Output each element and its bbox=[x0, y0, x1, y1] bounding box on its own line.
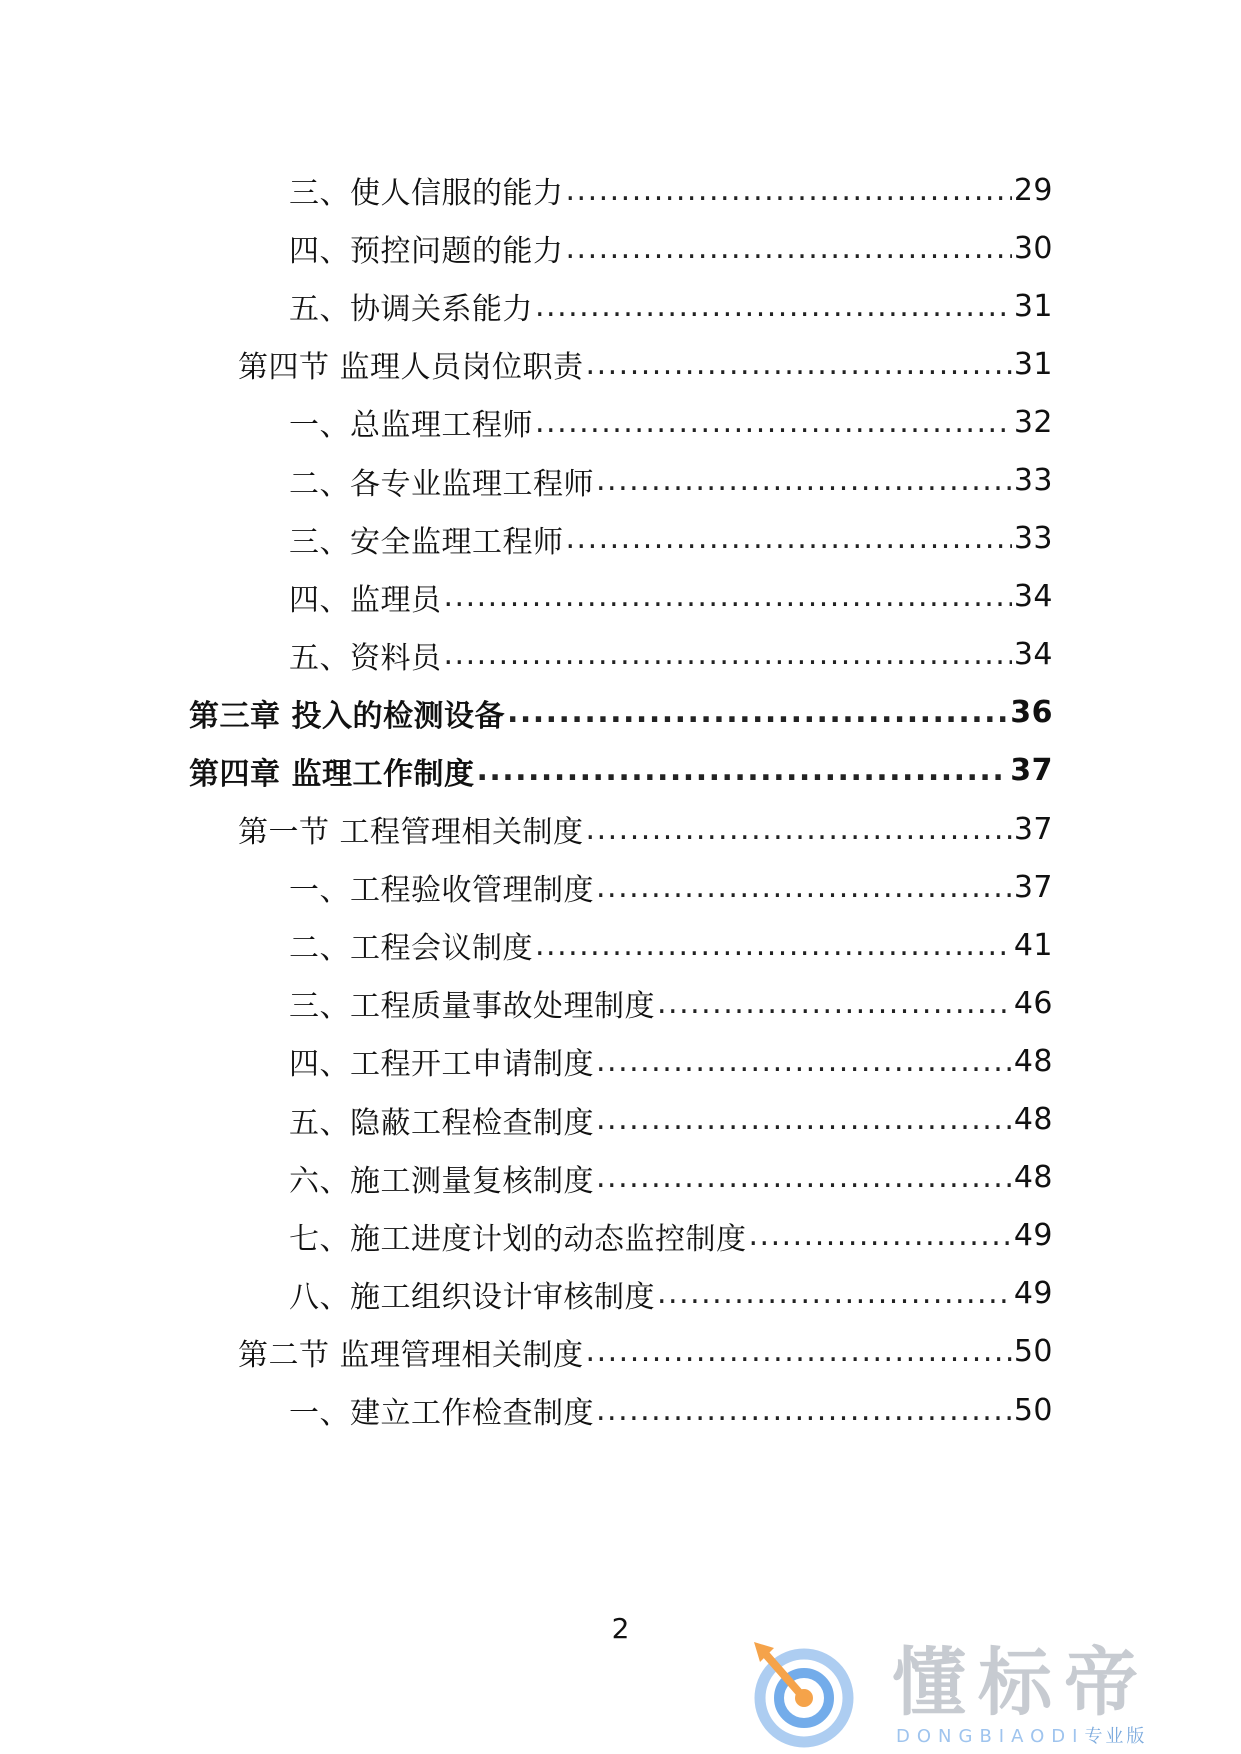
toc-entry[interactable] bbox=[0, 393, 1053, 451]
toc-entry[interactable] bbox=[0, 626, 1053, 684]
toc-entry-page: 31 bbox=[1013, 288, 1053, 324]
toc-entry-page: 46 bbox=[1013, 985, 1053, 1021]
toc-entry-page: 50 bbox=[1013, 1392, 1053, 1428]
toc-entry-title: 一、总监理工程师 bbox=[289, 408, 533, 444]
toc-entry-title: 第四节 监理人员岗位职责 bbox=[238, 350, 584, 386]
toc-entry[interactable] bbox=[0, 1207, 1053, 1265]
toc-entry-title: 五、资料员 bbox=[289, 640, 442, 676]
toc-entry[interactable] bbox=[0, 1032, 1053, 1090]
toc-entry-page: 31 bbox=[1013, 346, 1053, 382]
toc-dot-leader bbox=[749, 1218, 1012, 1253]
toc-entry-title: 二、各专业监理工程师 bbox=[289, 466, 594, 502]
watermark-subtitle-latin: DONGBIAODI bbox=[896, 1726, 1085, 1747]
page-number: 2 bbox=[611, 1612, 630, 1645]
toc-entry[interactable] bbox=[0, 568, 1053, 626]
toc-entry-page: 41 bbox=[1013, 927, 1053, 963]
toc-section-entry[interactable] bbox=[0, 800, 1053, 858]
toc-dot-leader bbox=[586, 347, 1012, 382]
toc-entry-title: 二、工程会议制度 bbox=[289, 931, 533, 967]
toc-dot-leader bbox=[596, 463, 1012, 498]
toc-entry-title: 四、预控问题的能力 bbox=[289, 234, 564, 270]
toc-dot-leader bbox=[507, 695, 1008, 730]
toc-entry-title: 第四章 监理工作制度 bbox=[189, 756, 475, 792]
toc-entry-title: 一、建立工作检查制度 bbox=[289, 1396, 594, 1432]
toc-entry-title: 五、隐蔽工程检查制度 bbox=[289, 1105, 594, 1141]
toc-entry[interactable] bbox=[0, 451, 1053, 509]
toc-dot-leader bbox=[596, 1160, 1012, 1195]
toc-entry-title: 三、安全监理工程师 bbox=[289, 524, 564, 560]
toc-dot-leader bbox=[566, 173, 1012, 208]
target-arrow-icon bbox=[744, 1640, 864, 1750]
toc-dot-leader bbox=[596, 1393, 1012, 1428]
toc-section-entry[interactable] bbox=[0, 1323, 1053, 1381]
toc-entry[interactable] bbox=[0, 858, 1053, 916]
toc-entry-page: 30 bbox=[1013, 230, 1053, 266]
toc-entry[interactable] bbox=[0, 916, 1053, 974]
toc-entry-page: 36 bbox=[1010, 695, 1053, 731]
toc-chapter-entry[interactable] bbox=[0, 742, 1053, 800]
toc-entry-page: 49 bbox=[1013, 1276, 1053, 1312]
toc-entry-title: 三、工程质量事故处理制度 bbox=[289, 989, 655, 1025]
toc-entry-title: 五、协调关系能力 bbox=[289, 292, 533, 328]
toc-entry[interactable] bbox=[0, 1091, 1053, 1149]
toc-entry-page: 37 bbox=[1013, 869, 1053, 905]
toc-entry-page: 48 bbox=[1013, 1160, 1053, 1196]
toc-entry-title: 四、工程开工申请制度 bbox=[289, 1047, 594, 1083]
toc-section-entry[interactable] bbox=[0, 335, 1053, 393]
toc-entry-page: 50 bbox=[1013, 1334, 1053, 1370]
toc-dot-leader bbox=[586, 1334, 1012, 1369]
toc-dot-leader bbox=[566, 521, 1012, 556]
watermark-subtitle bbox=[896, 1726, 1147, 1748]
toc-entry[interactable] bbox=[0, 1149, 1053, 1207]
toc-entry[interactable] bbox=[0, 277, 1053, 335]
toc-entry-title: 第二节 监理管理相关制度 bbox=[238, 1337, 584, 1373]
toc-entry[interactable] bbox=[0, 1265, 1053, 1323]
toc-entry-title: 三、使人信服的能力 bbox=[289, 176, 564, 212]
toc-dot-leader bbox=[476, 753, 1008, 788]
toc-dot-leader bbox=[657, 986, 1012, 1021]
toc-dot-leader bbox=[444, 579, 1012, 614]
watermark-title: 懂标帝 bbox=[892, 1640, 1150, 1726]
watermark-edition: 专业版 bbox=[1084, 1726, 1148, 1747]
toc-dot-leader bbox=[444, 637, 1012, 672]
toc-entry-title: 七、施工进度计划的动态监控制度 bbox=[289, 1221, 747, 1257]
toc-dot-leader bbox=[535, 405, 1012, 440]
toc-dot-leader bbox=[566, 231, 1012, 266]
toc-entry[interactable] bbox=[0, 219, 1053, 277]
toc-dot-leader bbox=[596, 1044, 1012, 1079]
toc-entry-page: 32 bbox=[1013, 404, 1053, 440]
toc-chapter-entry[interactable] bbox=[0, 684, 1053, 742]
toc-entry-page: 48 bbox=[1013, 1102, 1053, 1138]
toc-entry-page: 34 bbox=[1013, 579, 1053, 615]
toc-dot-leader bbox=[535, 289, 1012, 324]
toc-entry-page: 48 bbox=[1013, 1043, 1053, 1079]
toc-dot-leader bbox=[596, 1102, 1012, 1137]
toc-entry[interactable] bbox=[0, 161, 1053, 219]
toc-entry[interactable] bbox=[0, 1381, 1053, 1439]
toc-entry-page: 33 bbox=[1013, 521, 1053, 557]
toc-entry-page: 34 bbox=[1013, 637, 1053, 673]
toc-entry-title: 八、施工组织设计审核制度 bbox=[289, 1279, 655, 1315]
toc-entry-title: 四、监理员 bbox=[289, 582, 442, 618]
toc-entry-page: 37 bbox=[1013, 811, 1053, 847]
table-of-contents bbox=[0, 161, 1241, 1439]
toc-entry[interactable] bbox=[0, 510, 1053, 568]
toc-entry-page: 29 bbox=[1013, 172, 1053, 208]
toc-entry-title: 六、施工测量复核制度 bbox=[289, 1163, 594, 1199]
toc-entry[interactable] bbox=[0, 974, 1053, 1032]
watermark bbox=[744, 1640, 1214, 1750]
toc-entry-title: 第三章 投入的检测设备 bbox=[189, 698, 505, 734]
toc-entry-page: 33 bbox=[1013, 463, 1053, 499]
toc-dot-leader bbox=[586, 812, 1012, 847]
toc-entry-title: 一、工程验收管理制度 bbox=[289, 873, 594, 909]
toc-entry-page: 49 bbox=[1013, 1218, 1053, 1254]
toc-entry-page: 37 bbox=[1010, 753, 1053, 789]
toc-dot-leader bbox=[596, 870, 1012, 905]
toc-entry-title: 第一节 工程管理相关制度 bbox=[238, 815, 584, 851]
toc-dot-leader bbox=[657, 1276, 1012, 1311]
toc-dot-leader bbox=[535, 928, 1012, 963]
